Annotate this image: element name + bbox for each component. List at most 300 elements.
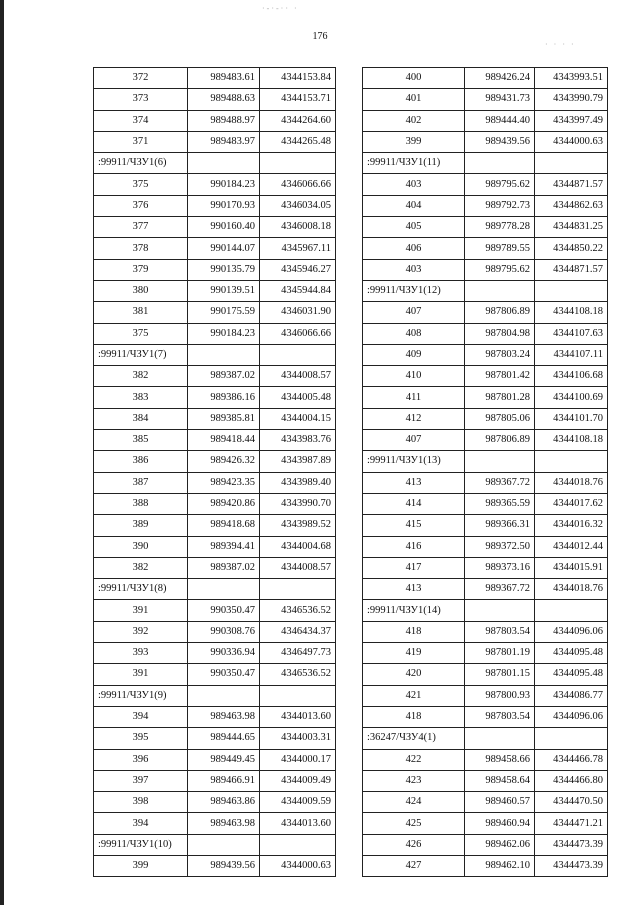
empty-cell xyxy=(260,579,336,600)
table-row xyxy=(94,792,336,813)
x-coordinate: 989366.31 xyxy=(465,515,535,536)
y-coordinate: 4344000.17 xyxy=(260,749,336,770)
coordinates-table-left xyxy=(93,67,336,877)
y-coordinate: 4343993.51 xyxy=(535,68,608,89)
section-label: :99911/ЧЗУ1(10) xyxy=(94,834,188,855)
x-coordinate: 987803.54 xyxy=(465,621,535,642)
x-coordinate: 987801.28 xyxy=(465,387,535,408)
point-number: 414 xyxy=(363,493,465,514)
table-row xyxy=(363,493,608,514)
y-coordinate: 4344008.57 xyxy=(260,366,336,387)
x-coordinate: 987803.24 xyxy=(465,344,535,365)
y-coordinate: 4344473.39 xyxy=(535,855,608,876)
y-coordinate: 4343987.89 xyxy=(260,451,336,472)
point-number: 391 xyxy=(94,600,188,621)
empty-cell xyxy=(188,344,260,365)
y-coordinate: 4344100.69 xyxy=(535,387,608,408)
section-label: :99911/ЧЗУ1(9) xyxy=(94,685,188,706)
y-coordinate: 4344107.11 xyxy=(535,344,608,365)
x-coordinate: 987806.89 xyxy=(465,302,535,323)
point-number: 392 xyxy=(94,621,188,642)
y-coordinate: 4346034.05 xyxy=(260,195,336,216)
table-row xyxy=(94,238,336,259)
section-label: :99911/ЧЗУ1(14) xyxy=(363,600,465,621)
y-coordinate: 4345967.11 xyxy=(260,238,336,259)
point-number: 406 xyxy=(363,238,465,259)
x-coordinate: 989387.02 xyxy=(188,557,260,578)
table-row xyxy=(363,749,608,770)
table-row xyxy=(94,472,336,493)
y-coordinate: 4344018.76 xyxy=(535,579,608,600)
point-number: 418 xyxy=(363,621,465,642)
section-label: :36247/ЧЗУ4(1) xyxy=(363,728,465,749)
empty-cell xyxy=(465,728,535,749)
point-number: 383 xyxy=(94,387,188,408)
x-coordinate: 990135.79 xyxy=(188,259,260,280)
x-coordinate: 989463.98 xyxy=(188,706,260,727)
empty-cell xyxy=(465,280,535,301)
point-number: 407 xyxy=(363,430,465,451)
table-row xyxy=(363,664,608,685)
table-row xyxy=(363,217,608,238)
point-number: 376 xyxy=(94,195,188,216)
x-coordinate: 989394.41 xyxy=(188,536,260,557)
y-coordinate: 4344096.06 xyxy=(535,706,608,727)
table-row xyxy=(94,387,336,408)
point-number: 422 xyxy=(363,749,465,770)
y-coordinate: 4343989.52 xyxy=(260,515,336,536)
section-label: :99911/ЧЗУ1(6) xyxy=(94,153,188,174)
x-coordinate: 989387.02 xyxy=(188,366,260,387)
x-coordinate: 989483.97 xyxy=(188,131,260,152)
table-row xyxy=(94,131,336,152)
point-number: 389 xyxy=(94,515,188,536)
x-coordinate: 989423.35 xyxy=(188,472,260,493)
y-coordinate: 4344003.31 xyxy=(260,728,336,749)
y-coordinate: 4344107.63 xyxy=(535,323,608,344)
empty-cell xyxy=(465,451,535,472)
table-row xyxy=(363,408,608,429)
x-coordinate: 989458.66 xyxy=(465,749,535,770)
table-row xyxy=(363,557,608,578)
table-body xyxy=(94,68,336,877)
table-row xyxy=(94,430,336,451)
y-coordinate: 4344013.60 xyxy=(260,813,336,834)
table-row xyxy=(94,536,336,557)
section-row xyxy=(363,153,608,174)
y-coordinate: 4344008.57 xyxy=(260,557,336,578)
x-coordinate: 989431.73 xyxy=(465,89,535,110)
point-number: 374 xyxy=(94,110,188,131)
point-number: 386 xyxy=(94,451,188,472)
table-row xyxy=(363,366,608,387)
table-row xyxy=(363,344,608,365)
section-label: :99911/ЧЗУ1(13) xyxy=(363,451,465,472)
y-coordinate: 4344095.48 xyxy=(535,664,608,685)
x-coordinate: 987804.98 xyxy=(465,323,535,344)
table-row xyxy=(363,110,608,131)
table-row xyxy=(363,131,608,152)
point-number: 395 xyxy=(94,728,188,749)
y-coordinate: 4343990.79 xyxy=(535,89,608,110)
y-coordinate: 4343990.70 xyxy=(260,493,336,514)
table-row xyxy=(94,621,336,642)
point-number: 419 xyxy=(363,643,465,664)
point-number: 397 xyxy=(94,770,188,791)
table-row xyxy=(363,855,608,876)
y-coordinate: 4344013.60 xyxy=(260,706,336,727)
section-row xyxy=(363,728,608,749)
x-coordinate: 990144.07 xyxy=(188,238,260,259)
point-number: 398 xyxy=(94,792,188,813)
table-row xyxy=(94,493,336,514)
x-coordinate: 989386.16 xyxy=(188,387,260,408)
table-row xyxy=(94,259,336,280)
y-coordinate: 4344086.77 xyxy=(535,685,608,706)
table-row xyxy=(363,813,608,834)
table-row xyxy=(363,238,608,259)
point-number: 399 xyxy=(94,855,188,876)
section-row xyxy=(94,579,336,600)
x-coordinate: 989488.63 xyxy=(188,89,260,110)
x-coordinate: 990184.23 xyxy=(188,323,260,344)
table-row xyxy=(94,770,336,791)
empty-cell xyxy=(260,344,336,365)
y-coordinate: 4344106.68 xyxy=(535,366,608,387)
x-coordinate: 989792.73 xyxy=(465,195,535,216)
y-coordinate: 4344850.22 xyxy=(535,238,608,259)
y-coordinate: 4346008.18 xyxy=(260,217,336,238)
empty-cell xyxy=(535,280,608,301)
section-row xyxy=(363,600,608,621)
point-number: 384 xyxy=(94,408,188,429)
point-number: 388 xyxy=(94,493,188,514)
point-number: 382 xyxy=(94,557,188,578)
table-row xyxy=(94,813,336,834)
point-number: 394 xyxy=(94,706,188,727)
table-row xyxy=(94,728,336,749)
table-row xyxy=(94,323,336,344)
x-coordinate: 990139.51 xyxy=(188,280,260,301)
x-coordinate: 989789.55 xyxy=(465,238,535,259)
y-coordinate: 4344466.80 xyxy=(535,770,608,791)
x-coordinate: 989367.72 xyxy=(465,472,535,493)
x-coordinate: 989466.91 xyxy=(188,770,260,791)
point-number: 378 xyxy=(94,238,188,259)
empty-cell xyxy=(535,600,608,621)
point-number: 391 xyxy=(94,664,188,685)
y-coordinate: 4343997.49 xyxy=(535,110,608,131)
y-coordinate: 4346536.52 xyxy=(260,664,336,685)
table-row xyxy=(363,68,608,89)
table-row xyxy=(94,366,336,387)
table-row xyxy=(94,600,336,621)
table-row xyxy=(94,408,336,429)
point-number: 399 xyxy=(363,131,465,152)
table-row xyxy=(363,302,608,323)
x-coordinate: 990308.76 xyxy=(188,621,260,642)
x-coordinate: 989439.56 xyxy=(188,855,260,876)
point-number: 385 xyxy=(94,430,188,451)
y-coordinate: 4344101.70 xyxy=(535,408,608,429)
empty-cell xyxy=(188,579,260,600)
y-coordinate: 4344871.57 xyxy=(535,259,608,280)
table-row xyxy=(363,89,608,110)
point-number: 411 xyxy=(363,387,465,408)
point-number: 426 xyxy=(363,834,465,855)
x-coordinate: 989365.59 xyxy=(465,493,535,514)
point-number: 425 xyxy=(363,813,465,834)
y-coordinate: 4344153.84 xyxy=(260,68,336,89)
table-row xyxy=(363,536,608,557)
section-label: :99911/ЧЗУ1(8) xyxy=(94,579,188,600)
point-number: 413 xyxy=(363,472,465,493)
x-coordinate: 989778.28 xyxy=(465,217,535,238)
y-coordinate: 4344009.49 xyxy=(260,770,336,791)
x-coordinate: 989795.62 xyxy=(465,174,535,195)
point-number: 377 xyxy=(94,217,188,238)
table-row xyxy=(94,302,336,323)
y-coordinate: 4344004.68 xyxy=(260,536,336,557)
x-coordinate: 989458.64 xyxy=(465,770,535,791)
table-row xyxy=(363,387,608,408)
point-number: 407 xyxy=(363,302,465,323)
table-row xyxy=(94,174,336,195)
section-row xyxy=(363,451,608,472)
x-coordinate: 990184.23 xyxy=(188,174,260,195)
point-number: 372 xyxy=(94,68,188,89)
point-number: 410 xyxy=(363,366,465,387)
y-coordinate: 4345946.27 xyxy=(260,259,336,280)
table-row xyxy=(363,430,608,451)
section-row xyxy=(363,280,608,301)
section-row xyxy=(94,153,336,174)
table-row xyxy=(94,855,336,876)
point-number: 401 xyxy=(363,89,465,110)
section-row xyxy=(94,344,336,365)
point-number: 427 xyxy=(363,855,465,876)
point-number: 381 xyxy=(94,302,188,323)
x-coordinate: 990175.59 xyxy=(188,302,260,323)
table-row xyxy=(363,195,608,216)
table-row xyxy=(363,259,608,280)
table-row xyxy=(363,706,608,727)
point-number: 413 xyxy=(363,579,465,600)
left-edge-rule xyxy=(0,0,4,905)
x-coordinate: 987805.06 xyxy=(465,408,535,429)
table-row xyxy=(363,323,608,344)
y-coordinate: 4344000.63 xyxy=(535,131,608,152)
x-coordinate: 989444.40 xyxy=(465,110,535,131)
empty-cell xyxy=(535,451,608,472)
y-coordinate: 4344466.78 xyxy=(535,749,608,770)
y-coordinate: 4344471.21 xyxy=(535,813,608,834)
table-row xyxy=(94,195,336,216)
y-coordinate: 4344470.50 xyxy=(535,792,608,813)
table-row xyxy=(94,664,336,685)
table-row xyxy=(94,706,336,727)
table-row xyxy=(94,643,336,664)
x-coordinate: 987800.93 xyxy=(465,685,535,706)
y-coordinate: 4346536.52 xyxy=(260,600,336,621)
y-coordinate: 4343983.76 xyxy=(260,430,336,451)
point-number: 424 xyxy=(363,792,465,813)
x-coordinate: 989426.32 xyxy=(188,451,260,472)
point-number: 387 xyxy=(94,472,188,493)
section-label: :99911/ЧЗУ1(11) xyxy=(363,153,465,174)
y-coordinate: 4344012.44 xyxy=(535,536,608,557)
y-coordinate: 4344017.62 xyxy=(535,493,608,514)
y-coordinate: 4344015.91 xyxy=(535,557,608,578)
y-coordinate: 4344264.60 xyxy=(260,110,336,131)
x-coordinate: 989373.16 xyxy=(465,557,535,578)
y-coordinate: 4346031.90 xyxy=(260,302,336,323)
point-number: 415 xyxy=(363,515,465,536)
section-label: :99911/ЧЗУ1(12) xyxy=(363,280,465,301)
empty-cell xyxy=(188,685,260,706)
x-coordinate: 989444.65 xyxy=(188,728,260,749)
table-row xyxy=(94,749,336,770)
table-row xyxy=(94,217,336,238)
x-coordinate: 987803.54 xyxy=(465,706,535,727)
x-coordinate: 989488.97 xyxy=(188,110,260,131)
x-coordinate: 989439.56 xyxy=(465,131,535,152)
y-coordinate: 4344009.59 xyxy=(260,792,336,813)
table-row xyxy=(94,89,336,110)
y-coordinate: 4344016.32 xyxy=(535,515,608,536)
x-coordinate: 989483.61 xyxy=(188,68,260,89)
x-coordinate: 989462.06 xyxy=(465,834,535,855)
x-coordinate: 989460.57 xyxy=(465,792,535,813)
point-number: 403 xyxy=(363,174,465,195)
point-number: 379 xyxy=(94,259,188,280)
empty-cell xyxy=(188,153,260,174)
x-coordinate: 989463.98 xyxy=(188,813,260,834)
x-coordinate: 989463.86 xyxy=(188,792,260,813)
y-coordinate: 4344095.48 xyxy=(535,643,608,664)
y-coordinate: 4344862.63 xyxy=(535,195,608,216)
empty-cell xyxy=(260,685,336,706)
y-coordinate: 4344831.25 xyxy=(535,217,608,238)
x-coordinate: 989372.50 xyxy=(465,536,535,557)
y-coordinate: 4345944.84 xyxy=(260,280,336,301)
x-coordinate: 989418.44 xyxy=(188,430,260,451)
point-number: 420 xyxy=(363,664,465,685)
table-row xyxy=(363,792,608,813)
point-number: 409 xyxy=(363,344,465,365)
table-row xyxy=(363,643,608,664)
x-coordinate: 987806.89 xyxy=(465,430,535,451)
point-number: 412 xyxy=(363,408,465,429)
point-number: 375 xyxy=(94,323,188,344)
table-row xyxy=(363,770,608,791)
x-coordinate: 989426.24 xyxy=(465,68,535,89)
table-row xyxy=(94,280,336,301)
scan-artifact: · · · · xyxy=(545,40,576,49)
y-coordinate: 4344265.48 xyxy=(260,131,336,152)
empty-cell xyxy=(535,728,608,749)
x-coordinate: 989418.68 xyxy=(188,515,260,536)
coordinates-table-right xyxy=(362,67,608,877)
y-coordinate: 4344096.06 xyxy=(535,621,608,642)
point-number: 400 xyxy=(363,68,465,89)
y-coordinate: 4344004.15 xyxy=(260,408,336,429)
point-number: 418 xyxy=(363,706,465,727)
x-coordinate: 989462.10 xyxy=(465,855,535,876)
y-coordinate: 4344108.18 xyxy=(535,430,608,451)
point-number: 371 xyxy=(94,131,188,152)
x-coordinate: 989367.72 xyxy=(465,579,535,600)
point-number: 403 xyxy=(363,259,465,280)
point-number: 404 xyxy=(363,195,465,216)
empty-cell xyxy=(465,153,535,174)
y-coordinate: 4344473.39 xyxy=(535,834,608,855)
section-row xyxy=(94,834,336,855)
table-row xyxy=(363,834,608,855)
table-row xyxy=(94,515,336,536)
table-row xyxy=(363,515,608,536)
table-row xyxy=(363,685,608,706)
point-number: 402 xyxy=(363,110,465,131)
point-number: 405 xyxy=(363,217,465,238)
section-label: :99911/ЧЗУ1(7) xyxy=(94,344,188,365)
table-row xyxy=(94,68,336,89)
point-number: 396 xyxy=(94,749,188,770)
point-number: 421 xyxy=(363,685,465,706)
point-number: 390 xyxy=(94,536,188,557)
point-number: 423 xyxy=(363,770,465,791)
table-row xyxy=(94,557,336,578)
x-coordinate: 989460.94 xyxy=(465,813,535,834)
point-number: 416 xyxy=(363,536,465,557)
x-coordinate: 989420.86 xyxy=(188,493,260,514)
table-row xyxy=(363,579,608,600)
point-number: 393 xyxy=(94,643,188,664)
empty-cell xyxy=(260,153,336,174)
x-coordinate: 990160.40 xyxy=(188,217,260,238)
x-coordinate: 989385.81 xyxy=(188,408,260,429)
x-coordinate: 987801.42 xyxy=(465,366,535,387)
x-coordinate: 989449.45 xyxy=(188,749,260,770)
y-coordinate: 4346066.66 xyxy=(260,323,336,344)
empty-cell xyxy=(535,153,608,174)
table-row xyxy=(94,451,336,472)
section-row xyxy=(94,685,336,706)
table-row xyxy=(363,472,608,493)
point-number: 394 xyxy=(94,813,188,834)
table-row xyxy=(94,110,336,131)
point-number: 375 xyxy=(94,174,188,195)
empty-cell xyxy=(188,834,260,855)
scan-artifact: ·-·-·· · xyxy=(262,4,299,13)
x-coordinate: 990336.94 xyxy=(188,643,260,664)
empty-cell xyxy=(465,600,535,621)
y-coordinate: 4344153.71 xyxy=(260,89,336,110)
point-number: 373 xyxy=(94,89,188,110)
x-coordinate: 990170.93 xyxy=(188,195,260,216)
x-coordinate: 990350.47 xyxy=(188,600,260,621)
x-coordinate: 987801.15 xyxy=(465,664,535,685)
y-coordinate: 4346066.66 xyxy=(260,174,336,195)
x-coordinate: 990350.47 xyxy=(188,664,260,685)
table-body xyxy=(363,68,608,877)
empty-cell xyxy=(260,834,336,855)
x-coordinate: 987801.19 xyxy=(465,643,535,664)
point-number: 382 xyxy=(94,366,188,387)
y-coordinate: 4344108.18 xyxy=(535,302,608,323)
x-coordinate: 989795.62 xyxy=(465,259,535,280)
y-coordinate: 4346497.73 xyxy=(260,643,336,664)
